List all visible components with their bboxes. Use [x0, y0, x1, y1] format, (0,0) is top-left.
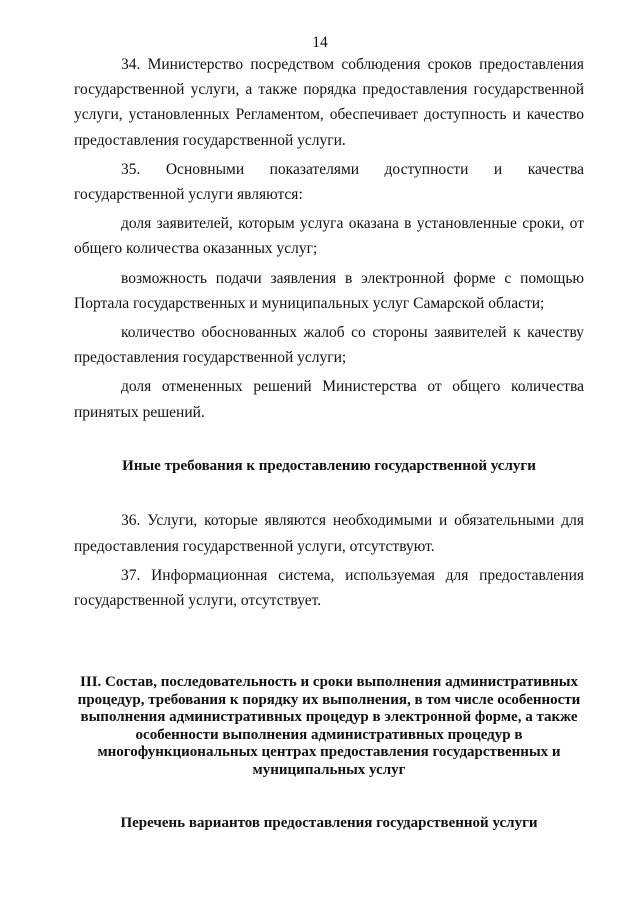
heading-other-requirements: Иные требования к предоставлению государственной услуги [122, 457, 536, 474]
indicator-item-cancelled: доля отмененных решений Министерства от общего количества принятых решений. [74, 378, 584, 421]
indicator-item-deadlines: доля заявителей, которым услуга оказана в установленные сроки, от общего количества оказанных услуг; [74, 215, 584, 258]
page-number: 14 [312, 34, 328, 51]
paragraph-35: 35. Основными показателями доступности и качества государственной услуги являются: [74, 160, 584, 204]
heading-section-3: III. Состав, последовательность и сроки выполнения административных процедур, требования к порядку их выполнения, в том числе особенности выполнения административных процедур в электронной форме, а также особенности выполнения административных процедур в многофункциональных центрах предоставления государственных и муниципальных услуг [77, 674, 581, 778]
page-content [74, 52, 584, 833]
indicator-item-electronic: возможность подачи заявления в электронной форме с помощью Портала государственных и муниципальных услуг Самарской области; [74, 269, 584, 312]
heading-variants: Перечень вариантов предоставления государственной услуги [120, 815, 538, 832]
indicator-item-complaints: количество обоснованных жалоб со стороны заявителей к качеству предоставления государственной услуги; [74, 324, 584, 367]
paragraph-36: 36. Услуги, которые являются необходимыми и обязательными для предоставления государственной услуги, отсутствуют. [74, 512, 584, 555]
paragraph-34: 34. Министерство посредством соблюдения сроков предоставления государственной услуги, а также порядка предоставления государственной услуги, установленных Регламентом, обеспечивает доступность и качество предоставления государственной услуги. [74, 56, 584, 149]
paragraph-37: 37. Информационная система, используемая для предоставления государственной услуги, отсутствует. [74, 566, 584, 609]
